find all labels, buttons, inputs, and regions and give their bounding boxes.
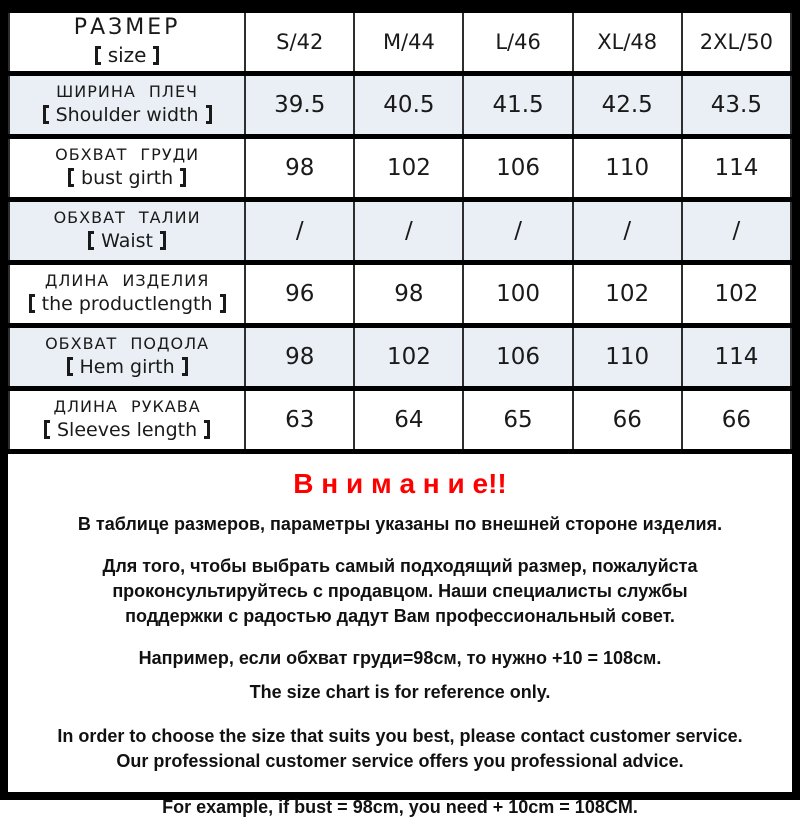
notice-paragraph: The size chart is for reference only. xyxy=(249,682,551,702)
size-value-cell: 102 xyxy=(354,326,463,389)
label-en xyxy=(67,356,188,378)
bracket-left-icon xyxy=(67,357,73,376)
size-column-header: XL/48 xyxy=(573,11,682,74)
size-value-cell: 40.5 xyxy=(354,74,463,137)
measurement-label-cell xyxy=(9,200,245,263)
header-row xyxy=(9,11,791,74)
bracket-right-icon xyxy=(220,294,226,313)
label-en-text: bust girth xyxy=(81,166,174,189)
size-table xyxy=(8,8,792,454)
label-en-text: Shoulder width xyxy=(55,103,199,126)
table-row xyxy=(9,389,791,452)
label-en-text: Waist xyxy=(101,229,153,252)
size-value-cell: 64 xyxy=(354,389,463,452)
label-en xyxy=(43,104,212,126)
size-value-cell: 98 xyxy=(245,137,354,200)
label-ru: ОБХВАТ ПОДОЛА xyxy=(45,333,210,353)
label-ru: ДЛИНА ИЗДЕЛИЯ xyxy=(44,270,210,290)
bracket-right-icon xyxy=(204,420,210,439)
size-value-cell: 106 xyxy=(463,326,572,389)
label-en-text: size xyxy=(107,43,147,68)
size-value-cell: 43.5 xyxy=(682,74,791,137)
notice-paragraph: Например, если обхват груди=98см, то нужно +10 = 108см. xyxy=(138,648,662,668)
bracket-left-icon xyxy=(44,420,50,439)
size-value-cell: 96 xyxy=(245,263,354,326)
label-en-text: the productlength xyxy=(41,292,213,315)
label-ru: РАЗМЕР xyxy=(73,15,181,41)
label-en xyxy=(68,167,186,189)
size-column-header: L/46 xyxy=(463,11,572,74)
label-ru: ДЛИНА РУКАВА xyxy=(53,396,201,416)
measurement-label-cell xyxy=(9,326,245,389)
size-value-cell: 102 xyxy=(573,263,682,326)
size-value-cell: / xyxy=(573,200,682,263)
label-ru: ОБХВАТ ТАЛИИ xyxy=(53,207,201,227)
bracket-right-icon xyxy=(206,105,212,124)
label-ru: ОБХВАТ ГРУДИ xyxy=(55,144,200,164)
size-value-cell: / xyxy=(354,200,463,263)
size-value-cell: 66 xyxy=(682,389,791,452)
size-value-cell: 42.5 xyxy=(573,74,682,137)
table-row xyxy=(9,200,791,263)
bracket-left-icon xyxy=(95,46,101,65)
notice-section xyxy=(8,454,792,820)
size-value-cell: 66 xyxy=(573,389,682,452)
size-value-cell: / xyxy=(245,200,354,263)
notice-paragraph: In order to choose the size that suits you best, please contact customer service. Our professional customer service offers you professional advice. xyxy=(57,726,743,771)
size-column-header: 2XL/50 xyxy=(682,11,791,74)
table-row xyxy=(9,74,791,137)
notice-paragraph: For example, if bust = 98cm, you need + 10cm = 108CM. xyxy=(162,797,638,817)
size-value-cell: 39.5 xyxy=(245,74,354,137)
label-ru: ШИРИНА ПЛЕЧ xyxy=(56,81,199,101)
label-en-text: Hem girth xyxy=(79,355,175,378)
attention-title: В н и м а н и е!! xyxy=(293,468,507,499)
size-value-cell: 41.5 xyxy=(463,74,572,137)
notice-paragraph: В таблице размеров, параметры указаны по внешней стороне изделия. xyxy=(77,514,723,534)
size-value-cell: 106 xyxy=(463,137,572,200)
notice-paragraph: Для того, чтобы выбрать самый подходящий размер, пожалуйста проконсультируйтесь с продавцом. Наши специалисты службы поддержки с радостью дадут Вам профессиональный совет. xyxy=(102,556,698,626)
size-value-cell: 98 xyxy=(245,326,354,389)
size-value-cell: 63 xyxy=(245,389,354,452)
size-value-cell: 110 xyxy=(573,137,682,200)
label-en-text: Sleeves length xyxy=(57,418,198,441)
measurement-label-cell xyxy=(9,389,245,452)
size-value-cell: 100 xyxy=(463,263,572,326)
size-value-cell: / xyxy=(463,200,572,263)
size-value-cell: 114 xyxy=(682,326,791,389)
size-column-header: M/44 xyxy=(354,11,463,74)
measurement-label-cell xyxy=(9,263,245,326)
bracket-left-icon xyxy=(29,294,35,313)
measurement-label-cell xyxy=(9,74,245,137)
table-row xyxy=(9,326,791,389)
size-value-cell: 98 xyxy=(354,263,463,326)
size-value-cell: / xyxy=(682,200,791,263)
size-value-cell: 110 xyxy=(573,326,682,389)
notice-paragraphs xyxy=(8,512,792,820)
bracket-right-icon xyxy=(182,357,188,376)
bracket-left-icon xyxy=(88,231,94,250)
bracket-right-icon xyxy=(160,231,166,250)
size-value-cell: 102 xyxy=(354,137,463,200)
table-row xyxy=(9,137,791,200)
size-table-body xyxy=(9,74,791,452)
size-column-header: S/42 xyxy=(245,11,354,74)
label-en xyxy=(44,419,210,441)
bracket-right-icon xyxy=(180,168,186,187)
measurement-label-cell xyxy=(9,137,245,200)
size-value-cell: 65 xyxy=(463,389,572,452)
label-en xyxy=(95,43,160,67)
label-en xyxy=(88,230,166,252)
label-en xyxy=(29,293,226,315)
measurement-label-cell xyxy=(9,11,245,74)
size-value-cell: 114 xyxy=(682,137,791,200)
table-row xyxy=(9,263,791,326)
size-value-cell: 102 xyxy=(682,263,791,326)
bracket-right-icon xyxy=(153,46,159,65)
size-table-head xyxy=(9,11,791,74)
bracket-left-icon xyxy=(43,105,49,124)
bracket-left-icon xyxy=(68,168,74,187)
